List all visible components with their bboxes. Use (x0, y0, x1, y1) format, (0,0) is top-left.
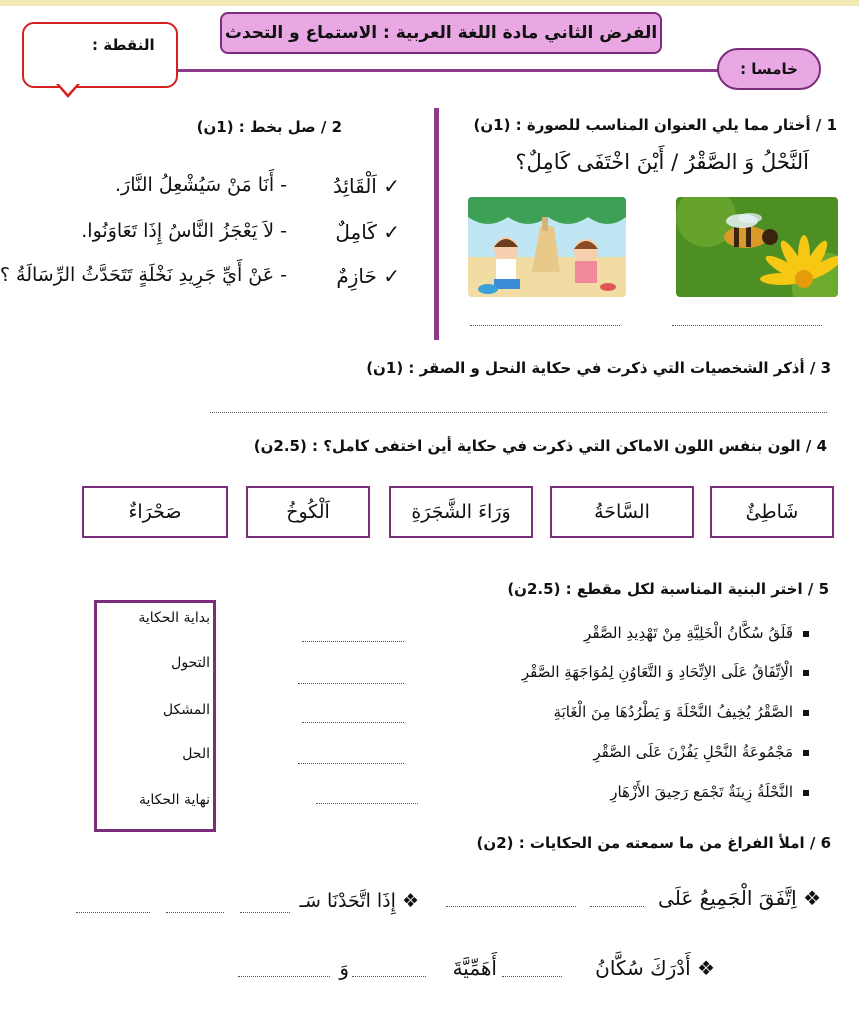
q6-blank-7[interactable] (352, 976, 426, 977)
q4-heading: 4 / الون بنفس اللون الاماكن التي ذكرت في حكاية أين اختفى كامل؟ : (2.5ن) (253, 437, 827, 455)
top-stripe (0, 0, 859, 6)
q6-line1-part-b: ❖ إِذَا اتَّحَدْنَا سَـ (299, 890, 419, 912)
q2-heading: 2 / صل بخط : (1ن) (196, 118, 342, 136)
q6-blank-4[interactable] (166, 912, 224, 913)
bullet-icon (803, 631, 809, 637)
diamond-bullet-icon: ❖ (803, 886, 821, 910)
grade-box-tail-fill (59, 84, 77, 94)
q2-name-1 (333, 174, 400, 198)
q4-word-box-4[interactable]: اَلْكُوخُ (246, 486, 370, 538)
page-title: الفرض الثاني مادة اللغة العربية : الاستماع و التحدث (220, 12, 662, 54)
q1-title-options: اَلنَّحْلُ وَ الصَّقْرُ / أَيْنَ اخْتَفَى كَامِلٌ؟ (515, 150, 809, 174)
structure-solution: الحل (182, 746, 210, 762)
q2-name-2 (335, 220, 400, 244)
q6-blank-6[interactable] (502, 976, 562, 977)
q4-word-box-2[interactable]: السَّاحَةُ (550, 486, 694, 538)
q3-heading: 3 / أذكر الشخصيات التي ذكرت في حكاية النحل و الصقر : (1ن) (366, 359, 831, 377)
q1-answer-line-2[interactable] (672, 325, 822, 326)
q4-word-box-3[interactable]: وَرَاءَ الشَّجَرَةِ (389, 486, 533, 538)
q5-sentence-3: الصَّقْرُ يُخِيفُ النَّحْلَةَ وَ يَطْرُدُهَا مِنَ الْغَابَةِ (554, 703, 809, 721)
grade-label: النقطة : (92, 36, 155, 54)
q5-answer-line-4[interactable] (298, 763, 404, 764)
bullet-icon (803, 710, 809, 716)
header-divider (178, 69, 738, 72)
structure-beginning: بداية الحكاية (138, 610, 210, 626)
diamond-bullet-icon: ❖ (697, 956, 715, 980)
q5-heading: 5 / اختر البنية المناسبة لكل مقطع : (2.5ن) (507, 580, 829, 598)
structure-turn: التحول (171, 655, 210, 671)
check-icon: ✓ (383, 220, 400, 244)
bullet-icon (803, 790, 809, 796)
q6-heading: 6 / املأ الفراغ من ما سمعته من الحكايات : (2ن) (476, 834, 831, 852)
q5-sentence-5: النَّحْلَةُ زِينَةٌ تَجْمَع رَحِيقَ الأَزْهَارِ (610, 783, 809, 801)
q6-line2-part-a: ❖ أَدْرَكَ سُكَّانُ (595, 956, 715, 980)
q2-sentence-3: - عَنْ أَيِّ جَرِيدِ نَخْلَةٍ تَتَحَدَّثُ الرِّسَالَةُ ؟ (0, 264, 287, 286)
q5-answer-line-1[interactable] (302, 641, 404, 642)
bee-on-flower-image (676, 197, 838, 297)
q2-name-1-text: اَلْقَائِدُ (332, 174, 377, 198)
children-sandcastle-image (468, 197, 626, 297)
q2-name-3-text: حَازِمٌ (336, 264, 377, 288)
q6-blank-5[interactable] (76, 912, 150, 913)
bullet-icon (803, 750, 809, 756)
q5-answer-line-2[interactable] (298, 683, 404, 684)
check-icon: ✓ (383, 264, 400, 288)
q6-blank-8[interactable] (238, 976, 330, 977)
q5-answer-line-5[interactable] (316, 803, 418, 804)
grade-box (22, 22, 178, 88)
q6-blank-2[interactable] (446, 906, 576, 907)
diamond-bullet-icon: ❖ (401, 890, 419, 912)
q1-answer-line-1[interactable] (470, 325, 620, 326)
q5-sentence-4: مَجْمُوعَةُ النَّحْلِ يَفُزْنَ عَلَى الصَّقْرِ (593, 743, 809, 761)
structure-problem: المشكل (162, 702, 210, 718)
class-label: خامسا : (717, 48, 821, 90)
q6-line1-part-a: ❖ اِتَّفَقَ الْجَمِيعُ عَلَى (658, 886, 821, 910)
bullet-icon (803, 670, 809, 676)
q4-word-box-5[interactable]: صَحْرَاءٌ (82, 486, 228, 538)
q5-sentence-1: قَلَقُ سُكَّانُ الْخَلِيَّةِ مِنْ تَهْدِيدِ الصَّقْرِ (584, 624, 809, 642)
q1-heading: 1 / أختار مما يلي العنوان المناسب للصورة : (1ن) (473, 116, 837, 134)
q6-blank-1[interactable] (590, 906, 644, 907)
q6-line2-part-c: وَ (339, 956, 349, 980)
q6-blank-3[interactable] (240, 912, 290, 913)
q4-word-box-1[interactable]: شَاطِئٌ (710, 486, 834, 538)
q5-sentence-2: الْاِتِّفَاقُ عَلَى الاِتِّحَادِ وَ التَّعَاوُنِ لِمُوَاجَهَةِ الصَّقْرِ (522, 663, 809, 681)
q2-sentence-2: - لاَ يَعْجَزُ النَّاسُ إِذَا تَعَاوَنُوا. (81, 220, 287, 242)
q2-name-2-text: كَامِلٌ (335, 220, 377, 244)
q3-answer-line[interactable] (210, 412, 827, 413)
structure-ending: نهاية الحكاية (138, 792, 210, 808)
check-icon: ✓ (383, 174, 400, 198)
column-divider (434, 108, 439, 340)
q5-answer-line-3[interactable] (302, 722, 404, 723)
q2-name-3 (336, 264, 400, 288)
q2-sentence-1: - أَنَا مَنْ سَيُشْعِلُ النَّارَ. (115, 174, 287, 196)
q6-line2-part-b: أَهَمِّيَّةَ (452, 956, 497, 980)
